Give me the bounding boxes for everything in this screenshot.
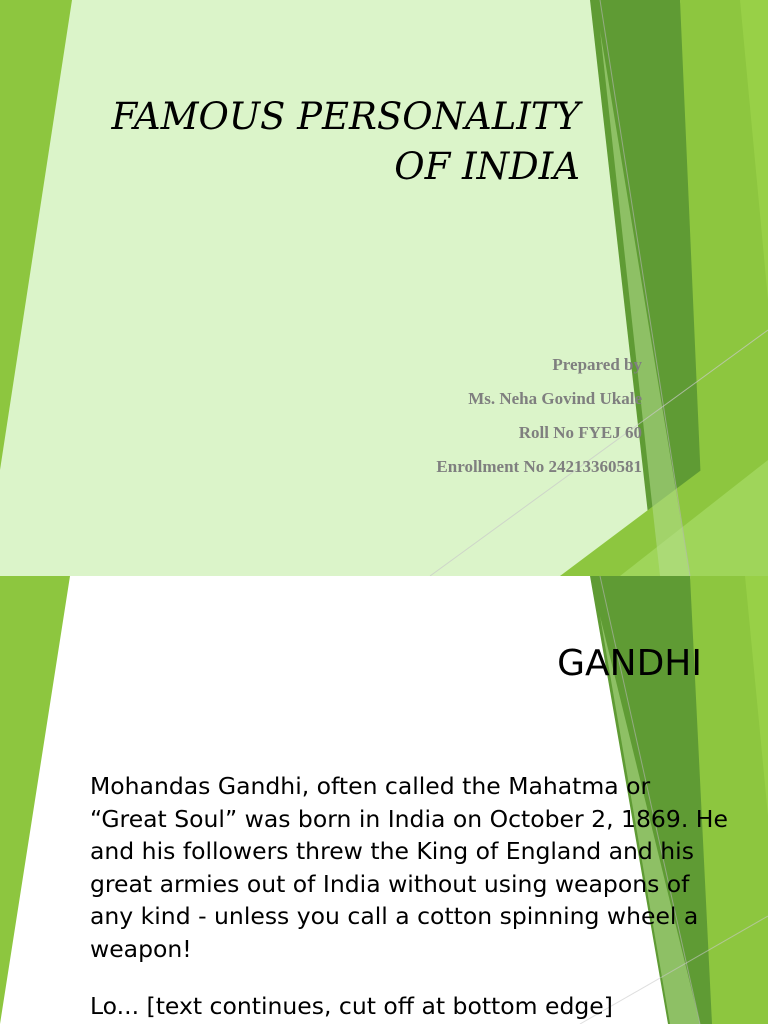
prepared-by-label: Prepared by bbox=[552, 355, 642, 374]
title-line-2: OF INDIA bbox=[394, 145, 580, 188]
roll-number: Roll No FYEJ 60 bbox=[518, 423, 642, 442]
slide-gandhi-heading: GANDHI bbox=[557, 643, 702, 684]
enrollment-number: Enrollment No 24213360581 bbox=[436, 457, 642, 476]
slide-gandhi bbox=[0, 576, 768, 1024]
slide-title-heading bbox=[100, 92, 580, 192]
author-name: Ms. Neha Govind Ukale bbox=[468, 389, 642, 408]
title-line-1: FAMOUS PERSONALITY bbox=[111, 95, 580, 138]
slide-gandhi-body: Mohandas Gandhi, often called the Mahatma or “Great Soul” was born in India on October 2, 1869. He and his followers threw the King of England and his great armies out of India without using weapons of any kind - unless you call a cotton spinning wheel a weapon! bbox=[90, 772, 728, 963]
slide-gandhi-body-continued: Lo... [text continues, cut off at bottom edge] bbox=[90, 992, 613, 1020]
prepared-by-block bbox=[300, 352, 642, 488]
